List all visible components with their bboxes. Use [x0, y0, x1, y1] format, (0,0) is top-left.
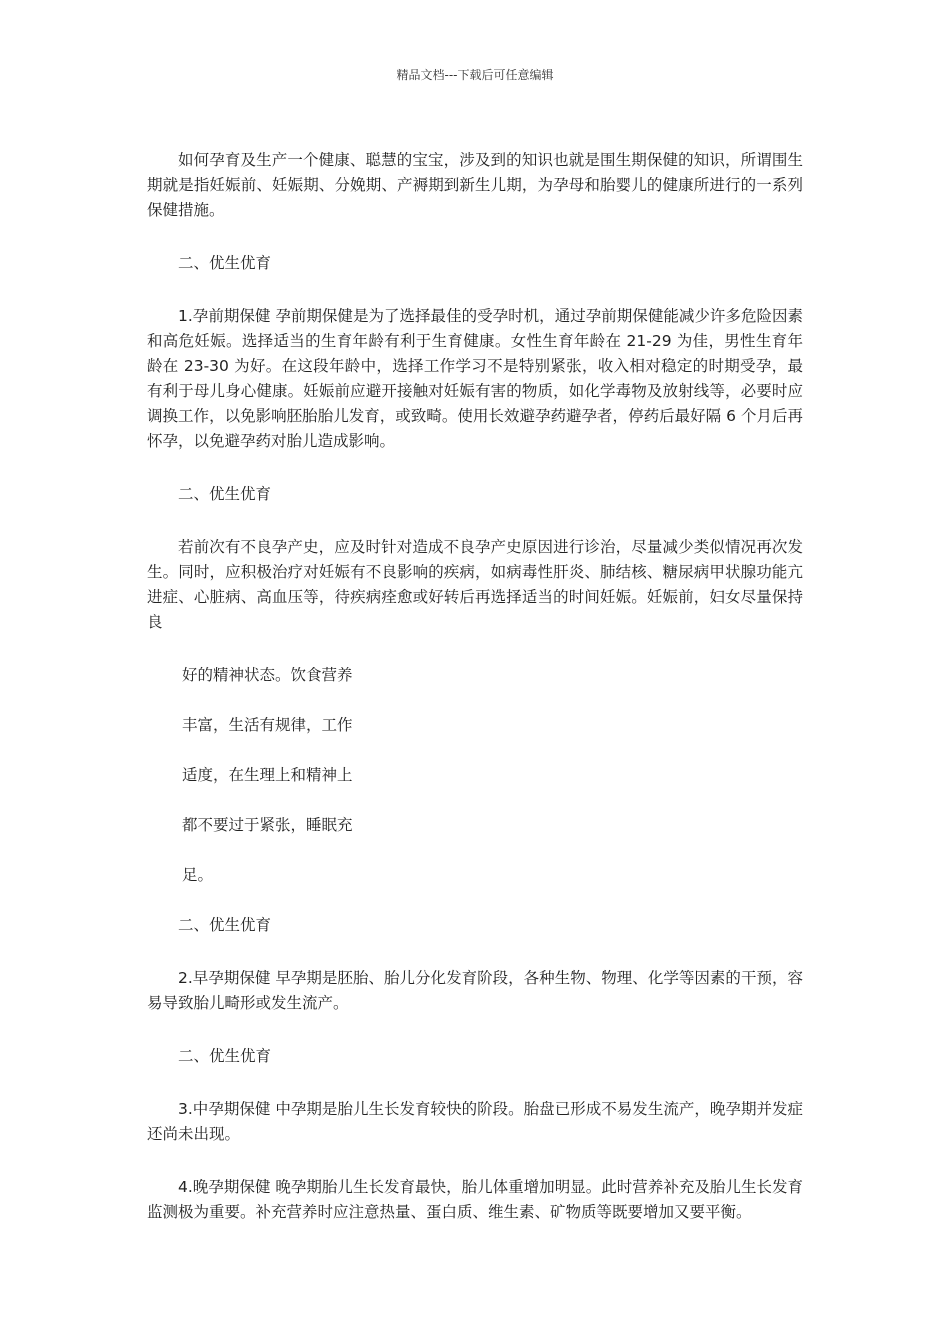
late-pregnancy-paragraph: 4.晚孕期保健 晚孕期胎儿生长发育最快，胎儿体重增加明显。此时营养补充及胎儿生长发育监测极为重要。补充营养时应注意热量、蛋白质、维生素、矿物质等既要增加又要平衡。	[147, 1178, 803, 1221]
early-pregnancy-paragraph: 2.早孕期保健 早孕期是胚胎、胎儿分化发育阶段，各种生物、物理、化学等因素的干预，容易导致胎儿畸形或发生流产。	[147, 969, 803, 1012]
history-paragraph: 若前次有不良孕产史，应及时针对造成不良孕产史原因进行诊治，尽量减少类似情况再次发生。同时，应积极治疗对妊娠有不良影响的疾病，如病毒性肝炎、肺结核、糖尿病甲状腺功能亢进症、心脏病、高血压等，待疾病痊愈或好转后再选择适当的时间妊娠。妊娠前，妇女尽量保持良	[147, 538, 803, 631]
short-line: 好的精神状态。饮食营养	[182, 666, 353, 684]
short-line: 都不要过于紧张，睡眠充	[182, 816, 353, 834]
document-body	[147, 148, 803, 1225]
mid-pregnancy-paragraph: 3.中孕期保健 中孕期是胎儿生长发育较快的阶段。胎盘已形成不易发生流产，晚孕期并发症还尚未出现。	[147, 1100, 803, 1143]
preconception-paragraph: 1.孕前期保健 孕前期保健是为了选择最佳的受孕时机，通过孕前期保健能减少许多危险因素和高危妊娠。选择适当的生育年龄有利于生育健康。女性生育年龄在 21-29 为佳，男性生育年龄在 23-30 为好。在这段年龄中，选择工作学习不是特别紧张，收入相对稳定的时期受孕，最有利于母儿身心健康。妊娠前应避开接触对妊娠有害的物质，如化学毒物及放射线等，必要时应调换工作，以免影响胚胎胎儿发育，或致畸。使用长效避孕药避孕者，停药后最好隔 6 个月后再怀孕，以免避孕药对胎儿造成影响。	[147, 307, 803, 450]
short-line: 丰富，生活有规律，工作	[182, 716, 353, 734]
section-heading: 二、优生优育	[178, 485, 272, 503]
short-line: 适度，在生理上和精神上	[182, 766, 353, 784]
intro-paragraph: 如何孕育及生产一个健康、聪慧的宝宝，涉及到的知识也就是围生期保健的知识，所谓围生期就是指妊娠前、妊娠期、分娩期、产褥期到新生儿期，为孕母和胎婴儿的健康所进行的一系列保健措施。	[147, 151, 803, 219]
section-heading: 二、优生优育	[178, 254, 272, 272]
short-line: 足。	[182, 866, 214, 884]
section-heading: 二、优生优育	[178, 916, 272, 934]
section-heading: 二、优生优育	[178, 1047, 272, 1065]
page-header: 精品文档---下载后可任意编辑	[396, 68, 554, 82]
